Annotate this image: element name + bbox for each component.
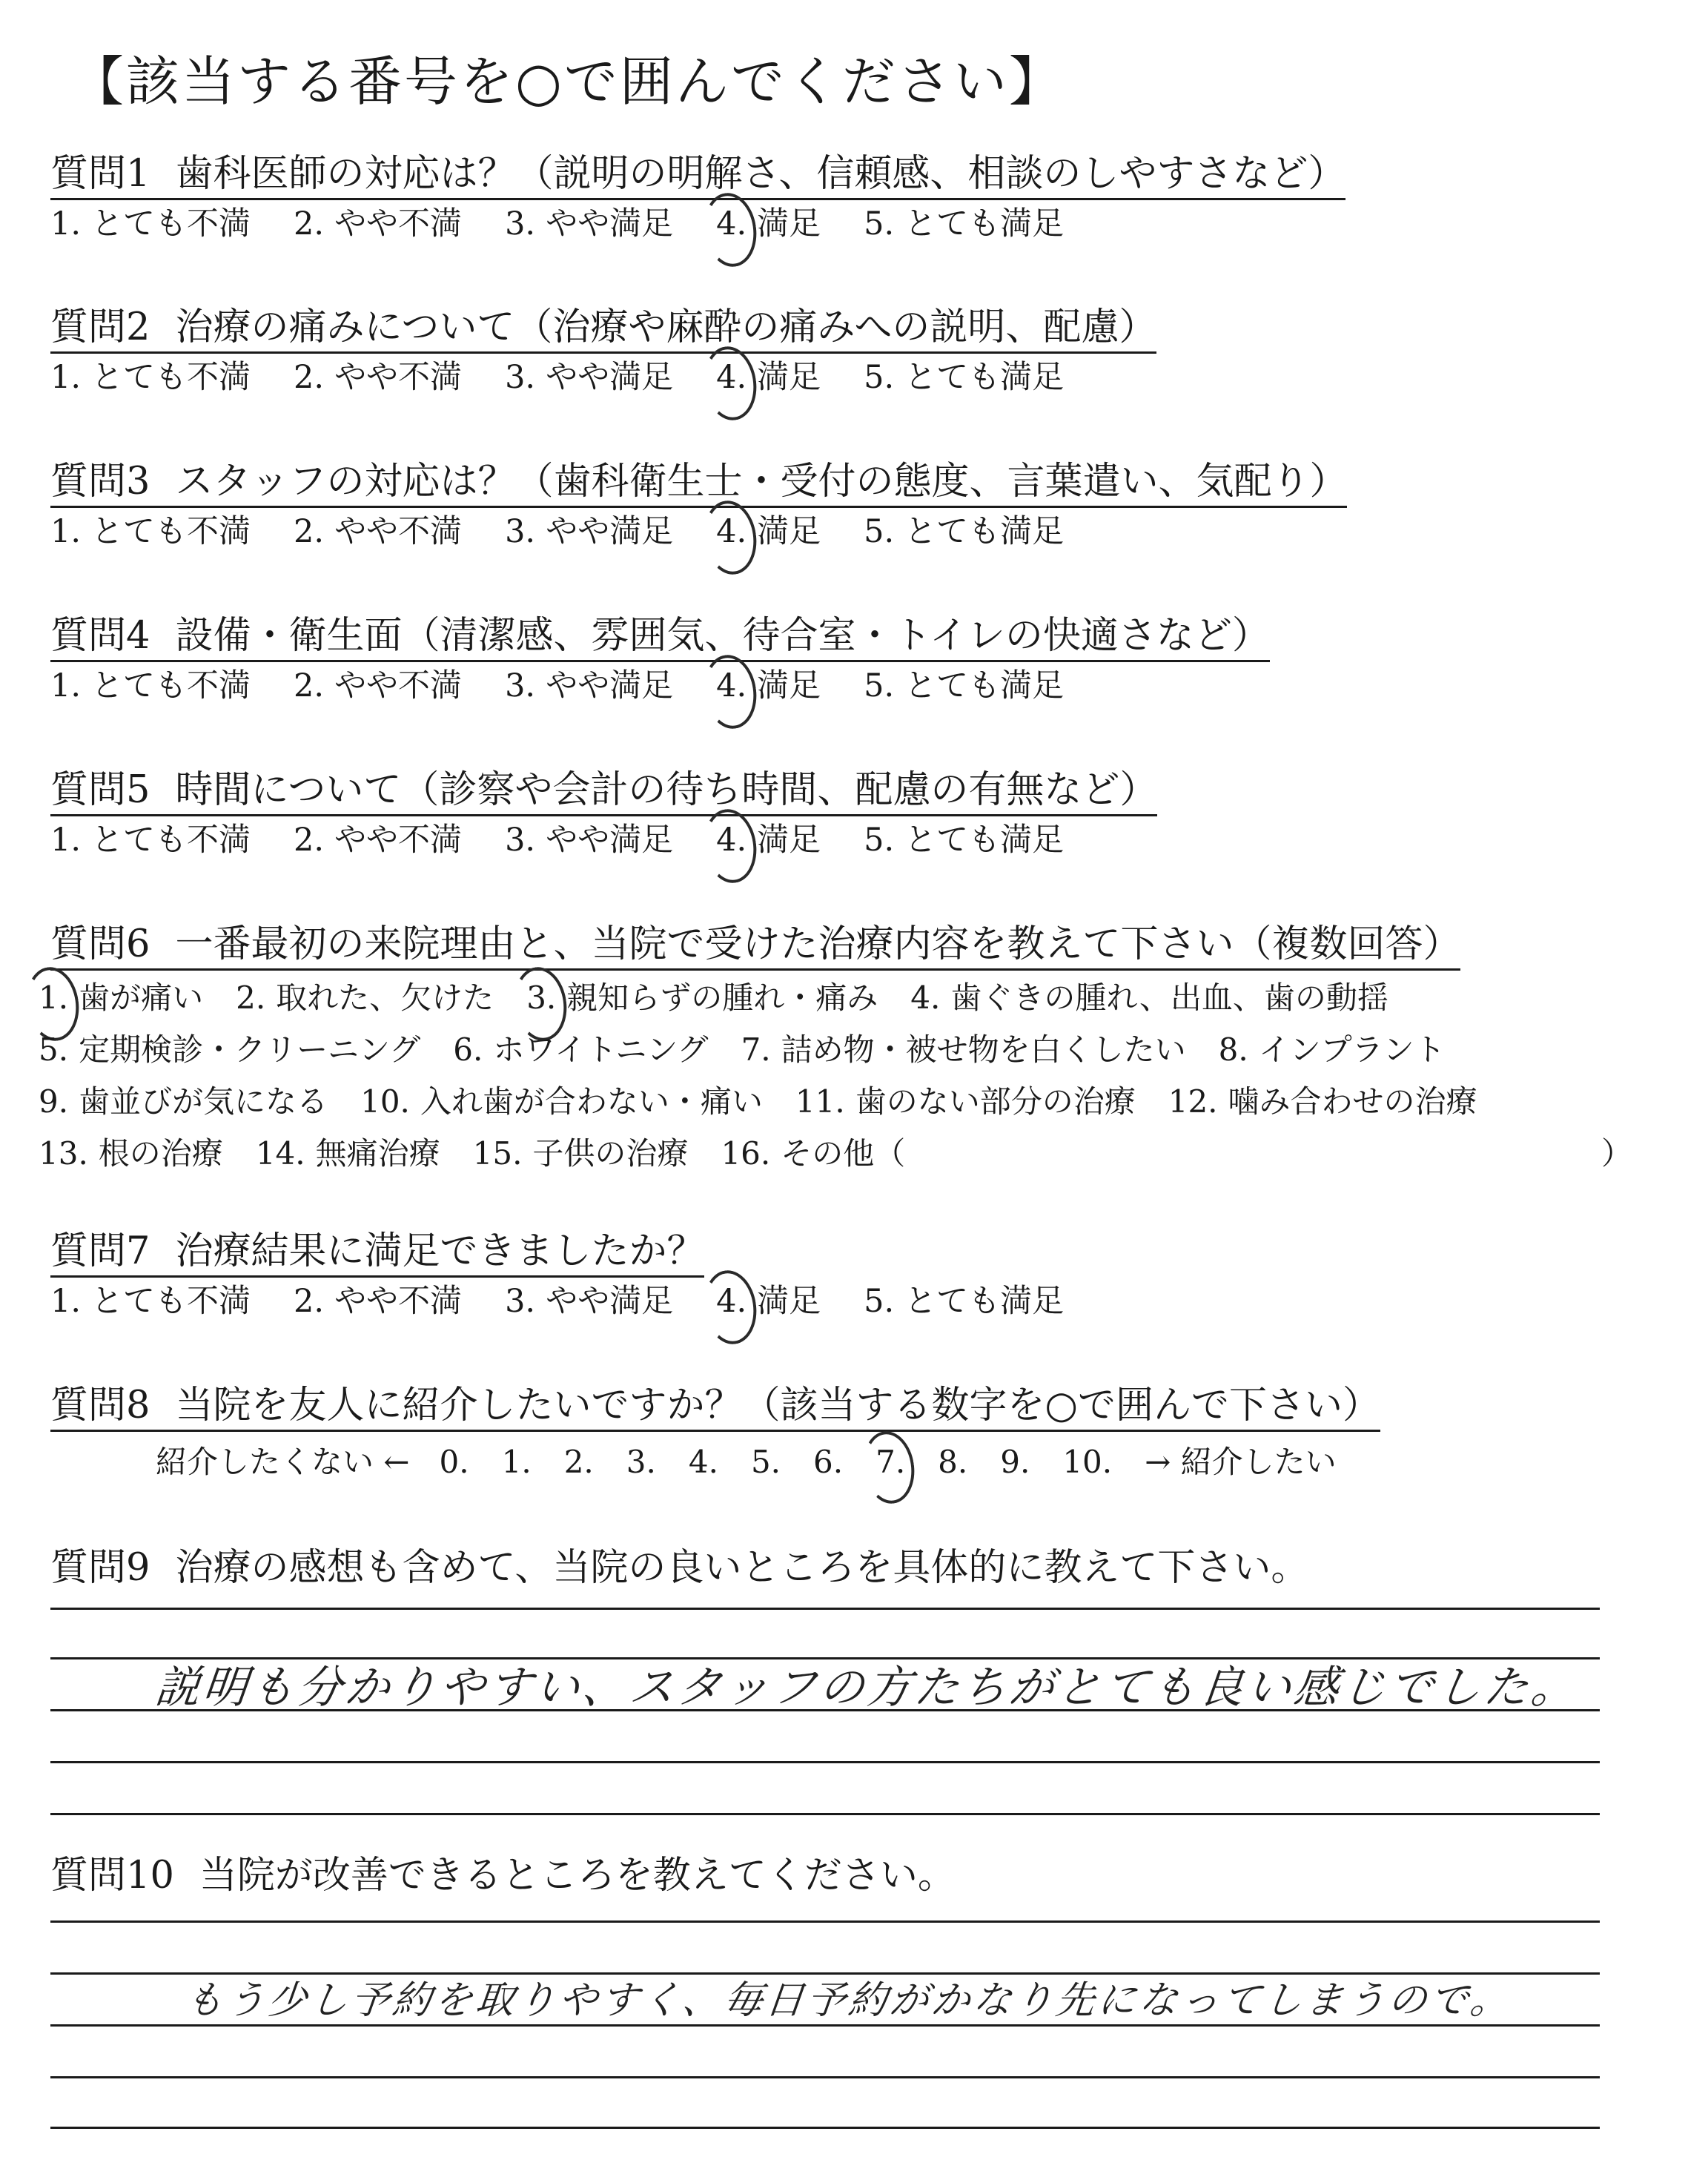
scale-left-label: 紹介したくない ← (156, 1444, 410, 1480)
option-label: やや満足 (546, 513, 674, 550)
option-5[interactable] (864, 512, 1064, 551)
answer-line (50, 1761, 1600, 1763)
satisfaction-options (50, 512, 1347, 551)
question-2 (50, 305, 1156, 397)
question-3 (50, 460, 1347, 551)
option-number: 5. (864, 667, 895, 704)
option-label: インプラント (1258, 1031, 1446, 1068)
option-label: 詰め物・被せ物を白くしたい (781, 1031, 1186, 1068)
option-number: 11. (795, 1083, 845, 1120)
option-label: やや満足 (546, 667, 674, 704)
question-number: 質問5 (50, 768, 150, 812)
option-label: やや不満 (334, 513, 463, 550)
question-text: 当院を友人に紹介したいですか？（該当する数字を○で囲んで下さい） (175, 1384, 1380, 1427)
option-label: とても満足 (904, 1283, 1065, 1320)
option-4[interactable] (716, 1282, 821, 1321)
question-number: 質問3 (50, 460, 150, 503)
option-1[interactable] (50, 667, 251, 705)
question-5-heading (50, 768, 1157, 816)
option-label: とても満足 (904, 205, 1065, 242)
q6-other-close: ） (1601, 1135, 1633, 1172)
question-1-heading (50, 152, 1345, 200)
option-number: 8. (1218, 1031, 1248, 1068)
question-text: 一番最初の来院理由と、当院で受けた治療内容を教えて下さい（複数回答） (175, 922, 1461, 966)
option-label: 満足 (757, 359, 821, 396)
option-label: やや満足 (546, 359, 674, 396)
option-number: 4. (716, 513, 747, 550)
option-number: 2. (294, 667, 325, 704)
scale-value-3[interactable]: 3. (626, 1444, 656, 1480)
option-label: とても不満 (91, 359, 251, 396)
option-number: 4. (716, 205, 747, 242)
option-number: 4. (716, 1283, 747, 1320)
question-6-heading (50, 922, 1460, 971)
option-label: とても満足 (904, 513, 1065, 550)
option-label: やや満足 (546, 205, 674, 242)
q9-handwritten-answer: 説明も分かりやすい、スタッフの方たちがとても良い感じでした。 (152, 1662, 1582, 1714)
option-number: 4. (716, 667, 747, 704)
option-4[interactable] (716, 358, 821, 397)
option-2[interactable] (294, 358, 462, 397)
option-number: 3. (505, 822, 536, 859)
q6-option-8[interactable] (1219, 1031, 1446, 1069)
q6-option-4[interactable] (910, 979, 1388, 1017)
option-label: やや満足 (546, 1283, 674, 1320)
option-number: 5. (864, 205, 895, 242)
option-label: とても不満 (91, 205, 251, 242)
scale-value-2[interactable]: 2. (563, 1444, 594, 1480)
option-label: とても満足 (904, 359, 1065, 396)
answer-line (50, 2024, 1600, 2027)
option-number: 3. (505, 359, 536, 396)
option-label: 無痛治療 (315, 1135, 440, 1172)
option-number: 2. (294, 822, 325, 859)
option-label: 親知らずの腫れ・痛み (566, 980, 878, 1016)
option-number: 1. (39, 980, 69, 1016)
question-10 (50, 1854, 956, 1900)
option-number: 6. (453, 1031, 483, 1068)
option-2[interactable] (294, 512, 462, 551)
satisfaction-options (50, 667, 1270, 705)
option-number: 5. (864, 513, 895, 550)
option-3[interactable] (505, 667, 673, 705)
scale-value-0[interactable]: 0. (439, 1444, 469, 1480)
option-1[interactable] (50, 205, 251, 243)
question-4-heading (50, 614, 1270, 662)
q6-option-1[interactable] (39, 979, 203, 1017)
option-1[interactable] (50, 1282, 251, 1321)
option-number: 9. (39, 1083, 69, 1120)
scale-value-10[interactable]: 10. (1062, 1444, 1113, 1480)
option-4[interactable] (716, 512, 821, 551)
scale-value-9[interactable]: 9. (1000, 1444, 1030, 1480)
option-label: 定期検診・クリーニング (79, 1031, 421, 1068)
option-number: 3. (505, 1283, 536, 1320)
q6-options-row-2 (39, 1031, 1478, 1069)
scale-values (440, 1444, 1145, 1480)
option-number: 7. (741, 1031, 771, 1068)
question-text: 治療結果に満足できましたか？ (175, 1229, 705, 1273)
option-4[interactable] (716, 205, 821, 243)
q6-option-7[interactable] (741, 1031, 1186, 1069)
option-number: 2. (294, 1283, 325, 1320)
q6-options-row-1 (39, 979, 1421, 1017)
option-label: 歯が痛い (79, 980, 204, 1016)
scale-value-6[interactable]: 6. (813, 1444, 844, 1480)
option-number: 2. (236, 980, 266, 1016)
question-number: 質問1 (50, 152, 150, 196)
option-number: 4. (716, 359, 747, 396)
question-text: スタッフの対応は？（歯科衛生士・受付の態度、言葉遣い、気配り） (175, 460, 1348, 503)
option-number: 2. (294, 205, 325, 242)
question-number: 質問10 (50, 1854, 174, 1898)
question-5 (50, 768, 1157, 859)
question-3-heading (50, 460, 1347, 508)
question-9 (50, 1546, 1308, 1592)
option-3[interactable] (505, 1282, 673, 1321)
option-label: 取れた、欠けた (276, 980, 494, 1016)
question-2-heading (50, 305, 1156, 354)
option-number: 14. (255, 1135, 305, 1172)
question-text: 当院が改善できるところを教えてください。 (199, 1854, 956, 1898)
option-label: その他（ (781, 1135, 906, 1172)
question-10-heading (50, 1854, 956, 1900)
option-3[interactable] (505, 512, 673, 551)
option-label: 根の治療 (98, 1135, 223, 1172)
recommend-scale (156, 1443, 1337, 1482)
option-3[interactable] (505, 358, 673, 397)
q6-option-11[interactable] (795, 1083, 1136, 1121)
q6-option-10[interactable] (360, 1083, 763, 1121)
option-number: 3. (505, 667, 536, 704)
option-label: 子供の治療 (532, 1135, 689, 1172)
option-number: 3. (526, 980, 557, 1016)
option-label: 歯ぐきの腫れ、出血、歯の動揺 (950, 980, 1388, 1016)
question-number: 質問8 (50, 1384, 150, 1427)
q6-options-row-3 (39, 1083, 1510, 1121)
q6-option-5[interactable] (39, 1031, 420, 1069)
option-5[interactable] (864, 205, 1064, 243)
question-number: 質問4 (50, 614, 150, 658)
scale-value-5[interactable]: 5. (750, 1444, 781, 1480)
question-text: 治療の感想も含めて、当院の良いところを具体的に教えて下さい。 (175, 1546, 1309, 1590)
option-number: 2. (294, 513, 325, 550)
option-label: 満足 (757, 205, 821, 242)
option-number: 1. (50, 205, 82, 242)
question-number: 質問2 (50, 305, 150, 349)
q6-option-9[interactable] (39, 1083, 328, 1121)
question-8 (50, 1384, 1380, 1432)
q6-option-6[interactable] (453, 1031, 708, 1069)
q6-option-3[interactable] (526, 979, 878, 1017)
option-number: 2. (294, 359, 325, 396)
option-number: 13. (39, 1135, 88, 1172)
option-label: やや満足 (546, 822, 674, 859)
answer-line (50, 2076, 1600, 2078)
question-1 (50, 152, 1345, 243)
option-number: 3. (505, 513, 536, 550)
scale-value-4[interactable]: 4. (688, 1444, 718, 1480)
option-number: 1. (50, 667, 82, 704)
option-label: やや不満 (334, 1283, 463, 1320)
option-label: ホワイトニング (493, 1031, 709, 1068)
scale-value-8[interactable]: 8. (938, 1444, 968, 1480)
option-label: やや不満 (334, 205, 463, 242)
answer-line (50, 2127, 1600, 2129)
question-8-heading (50, 1384, 1380, 1432)
option-5[interactable] (864, 1282, 1064, 1321)
option-number: 4. (910, 980, 941, 1016)
option-2[interactable] (294, 1282, 462, 1321)
option-label: やや不満 (334, 667, 463, 704)
q6-option-14[interactable] (256, 1135, 440, 1173)
option-4[interactable] (716, 821, 821, 859)
option-label: とても満足 (904, 822, 1065, 859)
scale-right-label: → 紹介したい (1145, 1444, 1337, 1480)
question-4 (50, 614, 1270, 705)
option-1[interactable] (50, 512, 251, 551)
option-label: とても満足 (904, 667, 1065, 704)
option-label: 満足 (757, 667, 821, 704)
question-number: 質問7 (50, 1229, 150, 1273)
question-9-heading (50, 1546, 1308, 1592)
option-label: 歯並びが気になる (79, 1083, 328, 1120)
option-label: 噛み合わせの治療 (1228, 1083, 1477, 1120)
option-number: 1. (50, 359, 82, 396)
question-text: 時間について（診察や会計の待ち時間、配慮の有無など） (175, 768, 1158, 812)
option-number: 4. (716, 822, 747, 859)
option-5[interactable] (864, 667, 1064, 705)
option-3[interactable] (505, 821, 673, 859)
option-2[interactable] (294, 821, 462, 859)
option-number: 1. (50, 822, 82, 859)
option-3[interactable] (505, 205, 673, 243)
option-label: とても不満 (91, 1283, 251, 1320)
q6-option-2[interactable] (236, 979, 494, 1017)
option-number: 16. (721, 1135, 771, 1172)
q6-options-row-4 (39, 1135, 938, 1173)
q6-option-13[interactable] (39, 1135, 223, 1173)
option-label: やや不満 (334, 822, 463, 859)
satisfaction-options (50, 205, 1345, 243)
question-text: 設備・衛生面（清潔感、雰囲気、待合室・トイレの快適さなど） (175, 614, 1270, 658)
option-label: 満足 (757, 822, 821, 859)
option-1[interactable] (50, 821, 251, 859)
option-4[interactable] (716, 667, 821, 705)
q6-option-15[interactable] (473, 1135, 689, 1173)
option-2[interactable] (294, 667, 462, 705)
question-number: 質問6 (50, 922, 150, 966)
option-label: とても不満 (91, 822, 251, 859)
question-number: 質問9 (50, 1546, 150, 1590)
option-label: 満足 (757, 513, 821, 550)
option-label: 歯のない部分の治療 (855, 1083, 1136, 1120)
option-number: 5. (864, 359, 895, 396)
answer-line (50, 1608, 1600, 1610)
question-7-heading (50, 1229, 704, 1278)
option-label: 満足 (757, 1283, 821, 1320)
q6-option-12[interactable] (1168, 1083, 1477, 1121)
option-label: とても不満 (91, 667, 251, 704)
option-1[interactable] (50, 358, 251, 397)
option-5[interactable] (864, 358, 1064, 397)
option-2[interactable] (294, 205, 462, 243)
option-number: 5. (864, 1283, 895, 1320)
option-label: 入れ歯が合わない・痛い (420, 1083, 763, 1120)
question-6 (50, 922, 1460, 971)
option-number: 5. (39, 1031, 69, 1068)
option-number: 5. (864, 822, 895, 859)
q6-option-16[interactable] (721, 1135, 905, 1173)
option-number: 15. (472, 1135, 523, 1172)
question-text: 治療の痛みについて（治療や麻酔の痛みへの説明、配慮） (175, 305, 1157, 349)
scale-value-7[interactable]: 7. (875, 1444, 906, 1480)
answer-line (50, 1813, 1600, 1815)
question-text: 歯科医師の対応は？（説明の明解さ、信頼感、相談のしやすさなど） (175, 152, 1346, 196)
page-title: 【該当する番号を○で囲んでください】 (70, 50, 1065, 113)
scale-value-1[interactable]: 1. (501, 1444, 532, 1480)
option-number: 10. (360, 1083, 410, 1120)
satisfaction-options (50, 358, 1156, 397)
satisfaction-options (50, 1282, 1107, 1321)
option-label: やや不満 (334, 359, 463, 396)
option-label: とても不満 (91, 513, 251, 550)
option-5[interactable] (864, 821, 1064, 859)
option-number: 3. (505, 205, 536, 242)
option-number: 1. (50, 1283, 82, 1320)
option-number: 12. (1168, 1083, 1218, 1120)
option-number: 1. (50, 513, 82, 550)
question-7 (50, 1229, 1107, 1321)
satisfaction-options (50, 821, 1157, 859)
answer-line (50, 1920, 1600, 1923)
q10-handwritten-answer: もう少し予約を取りやすく、毎日予約がかなり先になってしまうので。 (182, 1978, 1515, 2023)
